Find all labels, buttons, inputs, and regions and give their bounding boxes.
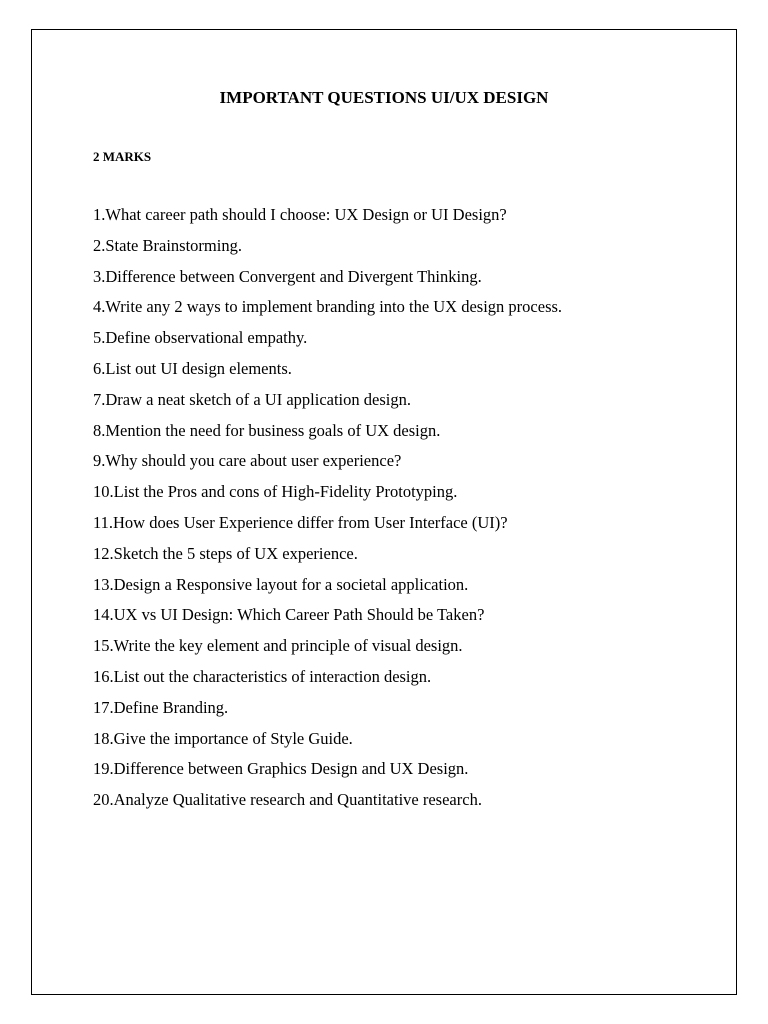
question-item-7: 7.Draw a neat sketch of a UI application design.	[93, 389, 411, 409]
question-item-18: 18.Give the importance of Style Guide.	[93, 728, 353, 748]
question-list	[93, 200, 562, 816]
question-item-17: 17.Define Branding.	[93, 697, 229, 717]
question-item-19: 19.Difference between Graphics Design and UX Design.	[93, 759, 469, 779]
question-item-5: 5.Define observational empathy.	[93, 328, 308, 348]
document-title: IMPORTANT QUESTIONS UI/UX DESIGN	[219, 88, 549, 107]
question-item-10: 10.List the Pros and cons of High-Fidelity Prototyping.	[93, 482, 458, 502]
question-item-4: 4.Write any 2 ways to implement branding into the UX design process.	[93, 297, 563, 317]
question-item-11: 11.How does User Experience differ from User Interface (UI)?	[93, 512, 508, 532]
question-item-15: 15.Write the key element and principle of visual design.	[93, 636, 463, 656]
section-label: 2 MARKS	[93, 149, 152, 164]
question-item-16: 16.List out the characteristics of interaction design.	[93, 666, 432, 686]
question-item-9: 9.Why should you care about user experience?	[93, 451, 402, 471]
question-item-13: 13.Design a Responsive layout for a societal application.	[93, 574, 469, 594]
question-item-6: 6.List out UI design elements.	[93, 358, 292, 378]
question-item-1: 1.What career path should I choose: UX Design or UI Design?	[93, 205, 507, 224]
question-item-2: 2.State Brainstorming.	[93, 235, 242, 255]
question-item-14: 14.UX vs UI Design: Which Career Path Should be Taken?	[93, 605, 485, 625]
question-item-20: 20.Analyze Qualitative research and Quantitative research.	[93, 790, 482, 810]
question-item-12: 12.Sketch the 5 steps of UX experience.	[93, 543, 358, 563]
question-item-3: 3.Difference between Convergent and Divergent Thinking.	[93, 266, 482, 286]
question-item-8: 8.Mention the need for business goals of UX design.	[93, 420, 441, 440]
